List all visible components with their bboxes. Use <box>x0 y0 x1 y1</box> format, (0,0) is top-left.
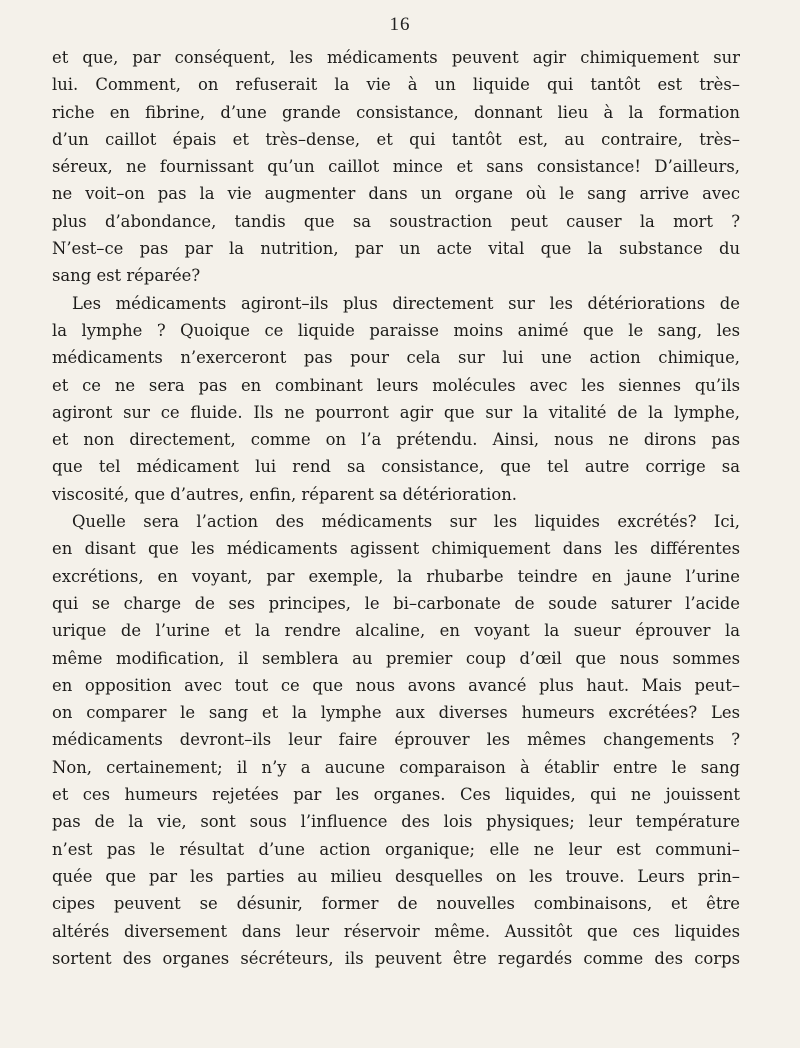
text-line: médicaments n’exerceront pas pour cela sur lui une action chimique, <box>52 348 740 368</box>
text-line: médicaments devront–ils leur faire éprouver les mêmes changements ? <box>52 730 740 750</box>
paragraph-start-line: Quelle sera l’action des médicaments sur les liquides excrétés? Ici, <box>72 512 740 532</box>
text-line: la lymphe ? Quoique ce liquide paraisse moins animé que le sang, les <box>52 320 740 340</box>
text-line: excrétions, en voyant, par exemple, la rhubarbe teindre en jaune l’urine <box>52 566 740 586</box>
text-line: et non directement, comme on l’a prétendu. Ainsi, nous ne dirons pas <box>52 430 740 450</box>
text-line: on comparer le sang et la lymphe aux diverses humeurs excrétées? Les <box>52 703 740 723</box>
text-line: en opposition avec tout ce que nous avons avancé plus haut. Mais peut– <box>52 675 740 695</box>
text-line: et que, par conséquent, les médicaments peuvent agir chimiquement sur <box>52 48 740 67</box>
text-line: sortent des organes sécréteurs, ils peuvent être regardés comme des corps <box>52 948 740 968</box>
text-line: n’est pas le résultat d’une action organique; elle ne leur est communi– <box>52 839 740 859</box>
text-line: d’un caillot épais et très–dense, et qui tantôt est, au contraire, très– <box>52 129 740 149</box>
text-line: sang est réparée? <box>52 266 201 286</box>
text-line: qui se charge de ses principes, le bi–carbonate de soude saturer l’acide <box>52 593 740 613</box>
text-line: viscosité, que d’autres, enfin, réparent sa détérioration. <box>52 484 518 504</box>
text-line: séreux, ne fournissant qu’un caillot mince et sans consistance! D’ailleurs, <box>52 157 740 177</box>
text-line: N’est–ce pas par la nutrition, par un acte vital que la substance du <box>52 239 740 259</box>
text-line: urique de l’urine et la rendre alcaline, en voyant la sueur éprouver la <box>52 621 740 641</box>
text-line: et ce ne sera pas en combinant leurs molécules avec les siennes qu’ils <box>52 375 740 395</box>
text-line: en disant que les médicaments agissent chimiquement dans les différentes <box>52 539 740 559</box>
text-line: que tel médicament lui rend sa consistance, que tel autre corrige sa <box>52 457 740 477</box>
text-line: Non, certainement; il n’y a aucune comparaison à établir entre le sang <box>52 757 740 777</box>
text-line: cipes peuvent se désunir, former de nouvelles combinaisons, et être <box>52 894 740 914</box>
text-line: quée que par les parties au milieu desquelles on les trouve. Leurs prin– <box>52 866 740 886</box>
paragraph-start-line: Les médicaments agiront–ils plus directement sur les détériorations de <box>72 293 740 313</box>
body-text <box>52 44 740 972</box>
text-line: agiront sur ce fluide. Ils ne pourront agir que sur la vitalité de la lymphe, <box>52 402 740 422</box>
text-line: ne voit–on pas la vie augmenter dans un organe où le sang arrive avec <box>52 184 740 204</box>
text-line: plus d’abondance, tandis que sa soustraction peut causer la mort ? <box>52 211 740 231</box>
text-line: et ces humeurs rejetées par les organes. Ces liquides, qui ne jouissent <box>52 785 740 805</box>
text-line: altérés diversement dans leur réservoir même. Aussitôt que ces liquides <box>52 921 740 941</box>
text-line: lui. Comment, on refuserait la vie à un liquide qui tantôt est très– <box>52 75 740 95</box>
text-line: pas de la vie, sont sous l’influence des lois physiques; leur température <box>52 812 740 832</box>
text-line: même modification, il semblera au premier coup d’œil que nous sommes <box>52 648 740 668</box>
text-line: riche en fibrine, d’une grande consistance, donnant lieu à la formation <box>52 102 740 122</box>
page-number: 16 <box>389 14 411 35</box>
